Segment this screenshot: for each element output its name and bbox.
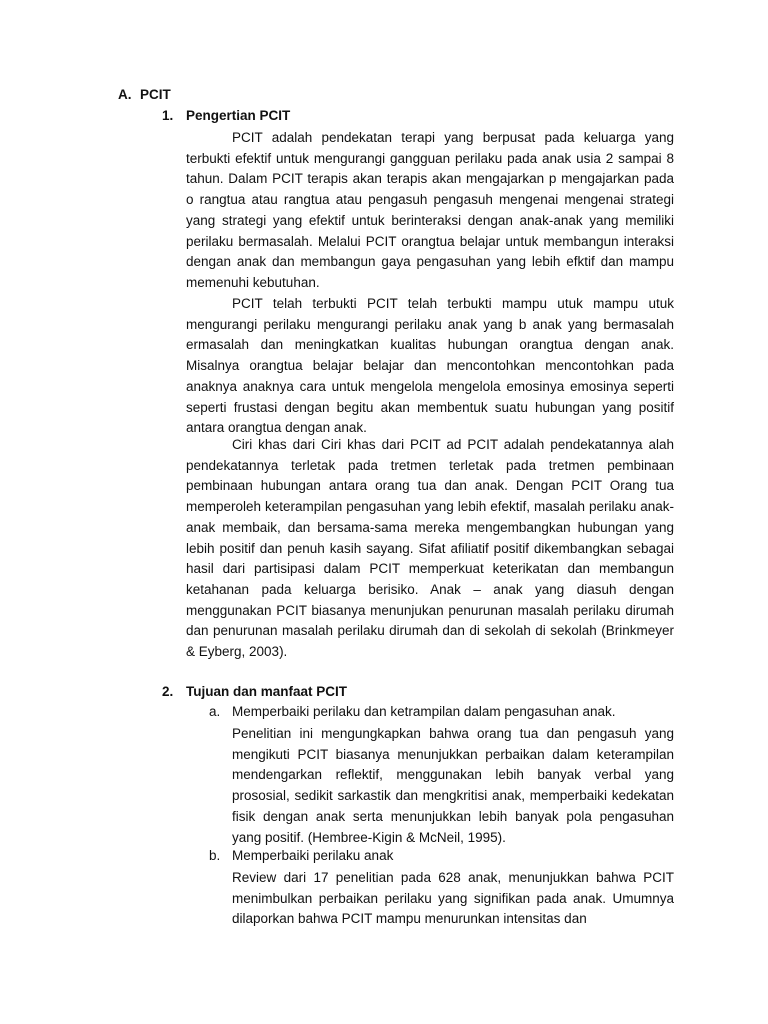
list-item-letter: b. (209, 848, 221, 863)
list-item-heading: Memperbaiki perilaku anak (232, 848, 394, 863)
list-item-letter: a. (209, 704, 221, 719)
list-item-label-a (209, 704, 615, 719)
subsection-heading-1 (162, 108, 290, 123)
section-marker: A. (118, 87, 132, 102)
section-title: PCIT (140, 87, 171, 102)
paragraph-definition: PCIT adalah pendekatan terapi yang berpusat pada keluarga yang terbukti efektif untuk mengurangi gangguan perilaku pada anak usia 2 sampai 8 tahun. Dalam PCIT terapis akan terapis akan mengajarkan p mengajarkan pada o rangtua atau rangtua atau pengasuh pengasuh mengenai mengenai strategi yang strategi yang efektif untuk berinteraksi dengan anak-anak yang memiliki perilaku bermasalah. Melalui PCIT orangtua belajar untuk membangun interaksi dengan anak dan membangun gaya pengasuhan yang lebih efktif dan mampu memenuhi kebutuhan. (186, 130, 674, 290)
paragraph-characteristics: Ciri khas dari Ciri khas dari PCIT ad PCIT adalah pendekatannya alah pendekatannya terletak pada tretmen terletak pada tretmen pembinaan pembinaan hubungan antara orang tua dan anak. Dengan PCIT Orang tua memperoleh keterampilan pengasuhan yang lebih efektif, masalah perilaku anak-anak membaik, dan bersama-sama mereka mengembangkan hubungan yang lebih positif dan penuh kasih sayang. Sifat afiliatif positif dikembangkan sebagai hasil dari partisipasi dalam PCIT memperkuat keterikatan dan membangun ketahanan pada keluarga berisiko. Anak – anak yang diasuh dengan menggunakan PCIT biasanya menunjukan penurunan masalah perilaku dirumah dan penurunan masalah perilaku dirumah dan di sekolah di sekolah (Brinkmeyer & Eyberg, 2003). (186, 437, 674, 660)
subsection-marker: 2. (162, 684, 174, 699)
list-item-text-b: Review dari 17 penelitian pada 628 anak, menunjukkan bahwa PCIT menimbulkan perbaikan perilaku yang signifikan pada anak. Umumnya dilaporkan bahwa PCIT mampu menurunkan intensitas dan (232, 870, 674, 927)
list-item-heading: Memperbaiki perilaku dan ketrampilan dalam pengasuhan anak. (232, 704, 616, 719)
subsection-marker: 1. (162, 108, 174, 123)
paragraph-effectiveness: PCIT telah terbukti PCIT telah terbukti mampu utuk mampu utuk mengurangi perilaku mengurangi perilaku anak yang b anak yang bermasalah ermasalah dan meningkatkan kualitas hubungan orangtua dengan anak. Misalnya orangtua belajar belajar dan mencontohkan mencontohkan pada anaknya anaknya cara untuk mengelola mengelola emosinya emosinya seperti seperti frustasi dengan begitu akan membentuk suatu hubungan yang positif antara orangtua dengan anak. (186, 296, 674, 436)
section-heading (118, 87, 171, 102)
subsection-title: Tujuan dan manfaat PCIT (186, 684, 348, 699)
list-item-label-b (209, 848, 393, 863)
subsection-title: Pengertian PCIT (186, 108, 291, 123)
subsection-heading-2 (162, 684, 347, 699)
list-item-text-a: Penelitian ini mengungkapkan bahwa orang tua dan pengasuh yang mengikuti PCIT biasanya menunjukkan perbaikan dalam keterampilan mendengarkan reflektif, menggunakan lebih banyak verbal yang prososial, sedikit sarkastik dan mengkritisi anak, memperbaiki kedekatan fisik dengan anak serta menunjukkan lebih banyak pola pengasuhan yang positif. (Hembree-Kigin & McNeil, 1995). (232, 726, 674, 845)
